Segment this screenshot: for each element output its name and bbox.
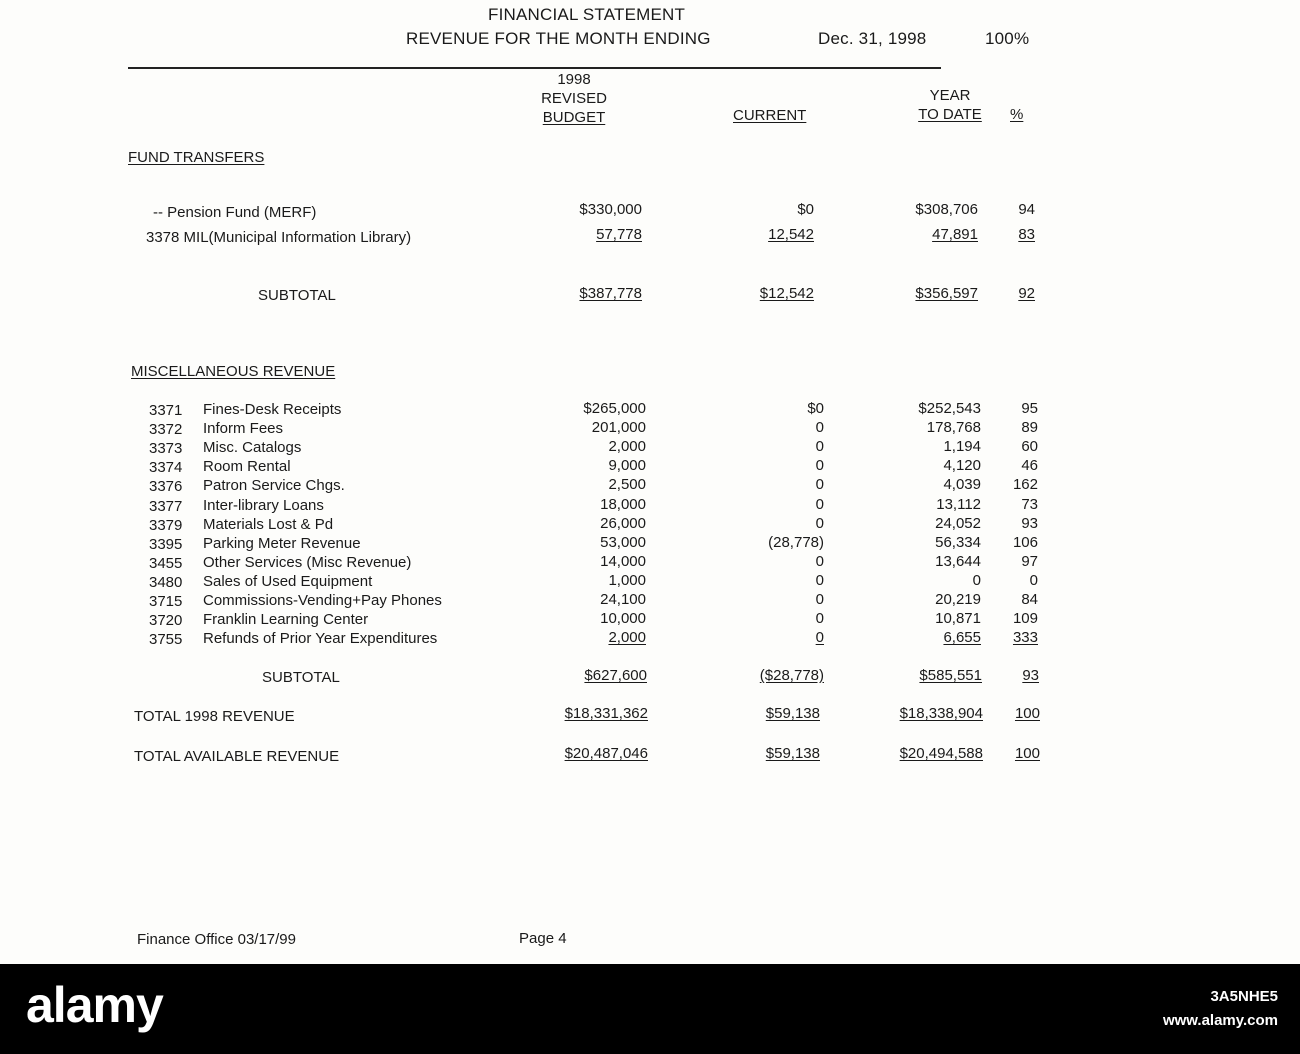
account-code: 3371 — [149, 402, 183, 419]
budget-value: 18,000 — [600, 495, 646, 513]
budget-value: 201,000 — [591, 419, 646, 437]
alamy-logo: alamy — [26, 977, 163, 1033]
pct-value: 109 — [1012, 610, 1038, 628]
fund-transfers-heading: FUND TRANSFERS — [128, 149, 265, 166]
total-label: TOTAL AVAILABLE REVENUE — [134, 748, 340, 765]
account-code: 3715 — [149, 593, 183, 610]
watermark-bar — [0, 964, 1300, 1054]
pct-value: 106 — [1012, 533, 1038, 551]
pct-value: 94 — [1018, 201, 1035, 218]
account-code: 3455 — [149, 554, 183, 572]
row-label: Sales of Used Equipment — [203, 572, 373, 590]
row-label: Parking Meter Revenue — [203, 534, 361, 552]
account-code: 3376 — [149, 478, 183, 496]
subtotal-label: SUBTOTAL — [258, 287, 336, 304]
budget-value: 2,500 — [608, 476, 646, 494]
ytd-value: $585,551 — [919, 667, 982, 684]
ytd-value: 13,112 — [936, 495, 981, 513]
budget-value: 1,000 — [608, 571, 646, 589]
ytd-value: 6,655 — [943, 629, 981, 647]
current-value: 0 — [815, 419, 824, 437]
ytd-value: $20,494,588 — [899, 745, 983, 762]
watermark-site: www.alamy.com — [1162, 1012, 1278, 1029]
footer-office: Finance Office 03/17/99 — [137, 931, 296, 948]
current-value: 0 — [815, 514, 824, 532]
budget-header-line: BUDGET — [542, 109, 606, 126]
pct-value: 84 — [1021, 591, 1038, 608]
statement-subtitle: REVENUE FOR THE MONTH ENDING — [406, 29, 711, 48]
header-rule — [128, 67, 941, 69]
current-value: 0 — [815, 591, 824, 608]
pct-value: 95 — [1021, 400, 1038, 417]
row-label: Misc. Catalogs — [203, 439, 302, 457]
row-label: -- Pension Fund (MERF) — [153, 204, 317, 221]
current-value: 12,542 — [768, 226, 814, 243]
statement-title: FINANCIAL STATEMENT — [488, 5, 686, 24]
ytd-value: 4,039 — [943, 476, 981, 494]
ytd-value: 47,891 — [932, 226, 978, 243]
current-value: $0 — [797, 201, 814, 218]
budget-header-line: REVISED — [541, 90, 607, 107]
pct-column-header: % — [1010, 106, 1024, 123]
budget-header-line: 1998 — [557, 71, 591, 88]
pct-value: 73 — [1021, 495, 1038, 513]
current-value: $0 — [807, 400, 824, 417]
row-label: Materials Lost & Pd — [203, 515, 334, 533]
ytd-value: 20,219 — [935, 591, 981, 608]
ytd-value: $356,597 — [915, 285, 978, 302]
pct-value: 93 — [1021, 514, 1038, 532]
account-code: 3755 — [149, 631, 183, 649]
current-value: 0 — [815, 476, 824, 494]
ytd-value: 10,871 — [935, 610, 981, 628]
misc-revenue-heading: MISCELLANEOUS REVENUE — [131, 363, 336, 380]
row-label: Room Rental — [203, 458, 291, 476]
pct-value: 83 — [1018, 226, 1035, 243]
ytd-value: $252,543 — [918, 400, 981, 417]
pct-value: 60 — [1021, 438, 1038, 456]
row-label: Other Services (Misc Revenue) — [203, 553, 412, 571]
ytd-value: 4,120 — [943, 457, 981, 475]
ytd-value: 0 — [972, 571, 981, 589]
watermark-image-id: 3A5NHE5 — [1210, 988, 1278, 1005]
account-code: 3395 — [149, 535, 183, 553]
footer-page-number: Page 4 — [519, 930, 567, 947]
account-code: 3480 — [149, 573, 183, 591]
ytd-column-header — [895, 86, 1005, 124]
budget-value: $20,487,046 — [564, 745, 648, 762]
budget-value: $330,000 — [579, 201, 642, 218]
budget-value: $265,000 — [583, 400, 646, 417]
ytd-value: 24,052 — [935, 514, 981, 532]
current-value: $12,542 — [759, 285, 814, 302]
subtotal-label: SUBTOTAL — [262, 669, 340, 686]
account-code: 3373 — [149, 440, 183, 458]
current-value: 0 — [815, 457, 824, 475]
current-value: 0 — [815, 610, 824, 628]
ytd-header-line: TO DATE — [918, 106, 982, 123]
current-column-header: CURRENT — [733, 107, 807, 124]
ytd-value: $18,338,904 — [899, 705, 983, 722]
row-label: Inter-library Loans — [203, 496, 324, 514]
total-label: TOTAL 1998 REVENUE — [134, 708, 295, 725]
pct-value: 333 — [1012, 629, 1038, 647]
budget-value: 57,778 — [596, 226, 642, 243]
pct-value: 0 — [1029, 571, 1038, 589]
pct-value: 97 — [1021, 552, 1038, 570]
budget-value: 2,000 — [608, 438, 646, 456]
account-code: 3372 — [149, 421, 183, 439]
budget-value: 2,000 — [608, 629, 646, 647]
account-code: 3377 — [149, 497, 183, 515]
pct-value: 162 — [1012, 476, 1038, 494]
ytd-value: $308,706 — [915, 201, 978, 218]
pct-value: 100 — [1014, 745, 1040, 762]
row-label: Fines-Desk Receipts — [203, 401, 342, 418]
ytd-value: 178,768 — [926, 419, 981, 437]
budget-value: 26,000 — [600, 514, 646, 532]
current-value: 0 — [815, 495, 824, 513]
current-value: $59,138 — [765, 745, 820, 762]
pct-value: 93 — [1022, 667, 1039, 684]
row-label: Commissions-Vending+Pay Phones — [203, 592, 442, 609]
budget-value: $18,331,362 — [564, 705, 648, 722]
row-label: Franklin Learning Center — [203, 611, 369, 629]
ytd-value: 13,644 — [935, 552, 981, 570]
budget-value: $387,778 — [579, 285, 642, 302]
pct-value: 100 — [1014, 705, 1040, 722]
statement-date: Dec. 31, 1998 — [818, 29, 927, 48]
budget-value: 14,000 — [600, 552, 646, 570]
budget-value: $627,600 — [584, 667, 647, 684]
account-code: 3374 — [149, 459, 183, 477]
statement-percent: 100% — [985, 29, 1030, 48]
pct-value: 89 — [1021, 419, 1038, 437]
row-label: 3378 MIL(Municipal Information Library) — [146, 229, 412, 246]
ytd-header-line: YEAR — [929, 87, 971, 104]
pct-value: 92 — [1018, 285, 1035, 302]
budget-column-header — [534, 70, 614, 127]
budget-value: 9,000 — [608, 457, 646, 475]
pct-value: 46 — [1021, 457, 1038, 475]
current-value: 0 — [815, 438, 824, 456]
current-value: 0 — [815, 629, 824, 647]
ytd-value: 1,194 — [943, 438, 981, 456]
current-value: 0 — [815, 571, 824, 589]
budget-value: 24,100 — [600, 591, 646, 608]
row-label: Inform Fees — [203, 420, 284, 438]
account-code: 3379 — [149, 516, 183, 534]
row-label: Refunds of Prior Year Expenditures — [203, 630, 438, 648]
current-value: $59,138 — [765, 705, 820, 722]
budget-value: 53,000 — [600, 533, 646, 551]
current-value: 0 — [815, 552, 824, 570]
budget-value: 10,000 — [600, 610, 646, 628]
row-label: Patron Service Chgs. — [203, 477, 345, 495]
current-value: ($28,778) — [759, 667, 824, 684]
current-value: (28,778) — [768, 533, 824, 551]
ytd-value: 56,334 — [935, 533, 981, 551]
account-code: 3720 — [149, 612, 183, 630]
